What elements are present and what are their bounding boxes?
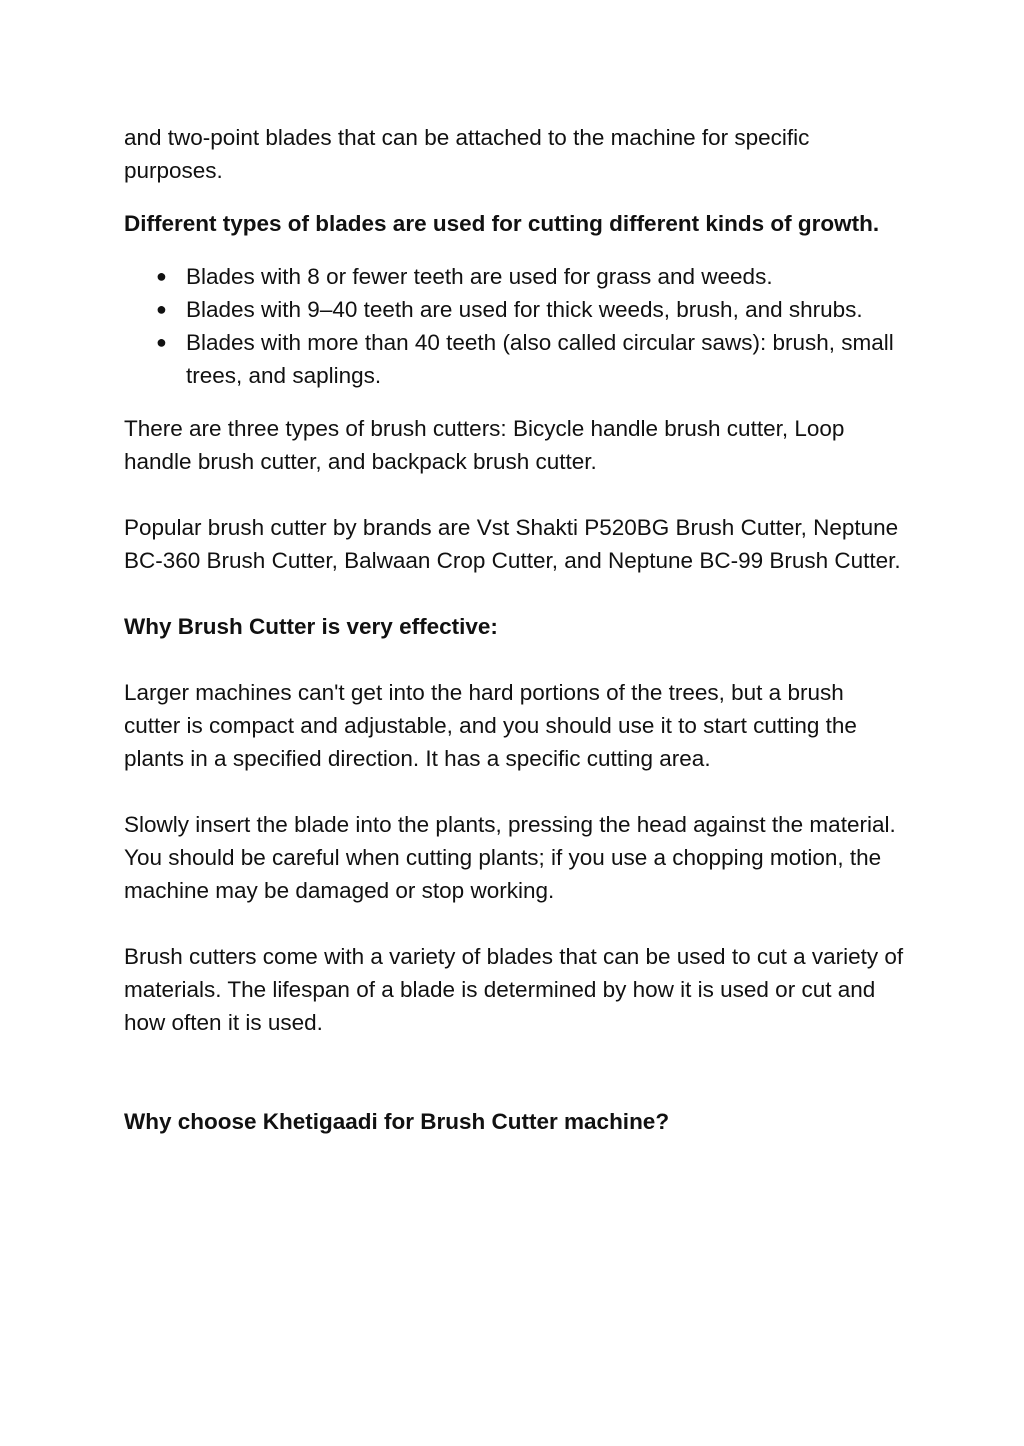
khetigaadi-heading: Why choose Khetigaadi for Brush Cutter machine? [124, 1109, 670, 1134]
list-item-text: Blades with more than 40 teeth (also called circular saws): brush, small trees, and saplings. [186, 330, 894, 388]
bullet-icon: ● [156, 266, 167, 286]
bullet-icon: ● [156, 332, 167, 352]
effective-paragraph-3: Brush cutters come with a variety of blades that can be used to cut a variety of materials. The lifespan of a blade is determined by how it is used or cut and how often it is used. [124, 944, 904, 1035]
brands-paragraph: Popular brush cutter by brands are Vst Shakti P520BG Brush Cutter, Neptune BC-360 Brush Cutter, Balwaan Crop Cutter, and Neptune BC-99 Brush Cutter. [124, 515, 901, 573]
effective-paragraph-1: Larger machines can't get into the hard portions of the trees, but a brush cutter is compact and adjustable, and you should use it to start cutting the plants in a specified direction. It has a specific cutting area. [124, 680, 857, 771]
blade-types-heading: Different types of blades are used for cutting different kinds of growth. [124, 211, 880, 236]
list-item [124, 260, 904, 293]
effective-heading: Why Brush Cutter is very effective: [124, 614, 498, 639]
bullet-icon: ● [156, 299, 167, 319]
list-item [124, 293, 904, 326]
list-item [124, 326, 904, 392]
list-item-text: Blades with 8 or fewer teeth are used for grass and weeds. [186, 264, 773, 289]
brush-cutter-types-paragraph: There are three types of brush cutters: Bicycle handle brush cutter, Loop handle brush cutter, and backpack brush cutter. [124, 416, 845, 474]
effective-paragraph-2: Slowly insert the blade into the plants, pressing the head against the material. You should be careful when cutting plants; if you use a chopping motion, the machine may be damaged or stop working. [124, 812, 896, 903]
blade-types-list [124, 260, 904, 392]
document-page [124, 121, 904, 1138]
intro-paragraph-tail: and two-point blades that can be attached to the machine for specific purposes. [124, 125, 810, 183]
list-item-text: Blades with 9–40 teeth are used for thick weeds, brush, and shrubs. [186, 297, 863, 322]
